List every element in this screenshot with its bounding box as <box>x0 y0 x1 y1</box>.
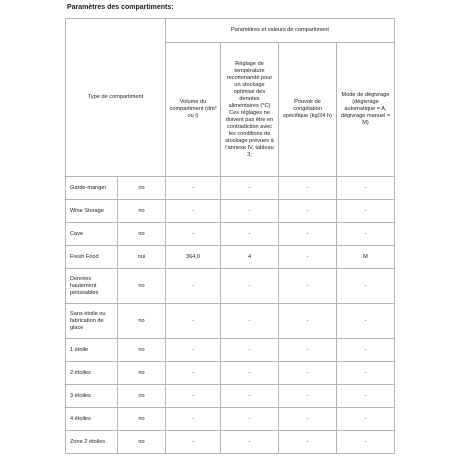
compartment-volume: - <box>166 304 221 339</box>
compartment-defrost: - <box>337 304 395 339</box>
compartment-volume: - <box>166 339 221 362</box>
compartment-freezing: - <box>279 177 337 200</box>
table-row <box>66 269 395 304</box>
compartment-present: no <box>118 339 166 362</box>
compartment-defrost: - <box>337 223 395 246</box>
compartment-volume: - <box>166 362 221 385</box>
compartment-volume: - <box>166 200 221 223</box>
compartment-present: no <box>118 304 166 339</box>
compartment-name: Sans étoile ou fabrication de glace <box>66 304 118 339</box>
compartment-freezing: - <box>279 431 337 454</box>
compartment-temperature: - <box>221 408 279 431</box>
compartment-freezing: - <box>279 223 337 246</box>
compartment-present: no <box>118 385 166 408</box>
compartment-temperature: - <box>221 269 279 304</box>
table-row <box>66 246 395 269</box>
compartment-present: no <box>118 408 166 431</box>
compartment-defrost: - <box>337 339 395 362</box>
compartment-volume: - <box>166 408 221 431</box>
compartment-name: Garde-manger <box>66 177 118 200</box>
compartment-freezing: - <box>279 246 337 269</box>
compartment-freezing: - <box>279 200 337 223</box>
table-row <box>66 385 395 408</box>
compartment-present: no <box>118 362 166 385</box>
compartment-defrost: - <box>337 431 395 454</box>
compartment-freezing: - <box>279 304 337 339</box>
compartment-defrost: - <box>337 200 395 223</box>
compartment-defrost: - <box>337 408 395 431</box>
compartment-temperature: - <box>221 339 279 362</box>
compartment-temperature: - <box>221 431 279 454</box>
compartment-volume: 364,0 <box>166 246 221 269</box>
compartment-present: oui <box>118 246 166 269</box>
compartment-temperature: - <box>221 362 279 385</box>
compartment-name: 3 étoiles <box>66 385 118 408</box>
table-row <box>66 431 395 454</box>
table-row <box>66 362 395 385</box>
compartment-temperature: - <box>221 200 279 223</box>
compartment-present: no <box>118 431 166 454</box>
compartment-name: Zone 2 étoiles <box>66 431 118 454</box>
compartment-temperature: - <box>221 304 279 339</box>
compartment-name: Fresh Food <box>66 246 118 269</box>
compartment-present: no <box>118 177 166 200</box>
compartment-temperature: 4 <box>221 246 279 269</box>
page-title: Paramètres des compartiments: <box>67 4 174 11</box>
table-row <box>66 200 395 223</box>
compartment-name: 2 étoiles <box>66 362 118 385</box>
compartment-temperature: - <box>221 223 279 246</box>
table-row <box>66 304 395 339</box>
compartment-defrost: - <box>337 177 395 200</box>
table-row <box>66 408 395 431</box>
compartment-freezing: - <box>279 408 337 431</box>
header-defrost: Mode de dégivrage (dégivrage automatique = A, dégivrage manuel = M) <box>337 43 395 177</box>
compartment-defrost: M <box>337 246 395 269</box>
header-volume: Volume du compartiment (dm³ ou l) <box>166 43 221 177</box>
table-row <box>66 339 395 362</box>
header-type: Type de compartiment <box>66 19 166 177</box>
compartment-name: Wine Storage <box>66 200 118 223</box>
compartment-freezing: - <box>279 339 337 362</box>
compartment-name: 1 étoile <box>66 339 118 362</box>
table-row <box>66 223 395 246</box>
compartment-freezing: - <box>279 385 337 408</box>
header-temperature: Réglage de température recommandé pour un stockage optimisé des denrées alimentaires (°C) Ces réglages ne doivent pas être en contradiction avec les conditions de stockage prévues à l'annexe IV, tableau 3; <box>221 43 279 177</box>
compartment-defrost: - <box>337 362 395 385</box>
compartment-freezing: - <box>279 269 337 304</box>
compartment-temperature: - <box>221 385 279 408</box>
compartment-name: Cave <box>66 223 118 246</box>
compartment-freezing: - <box>279 362 337 385</box>
compartment-volume: - <box>166 431 221 454</box>
compartment-volume: - <box>166 223 221 246</box>
table-row <box>66 177 395 200</box>
header-freezing: Pouvoir de congélation spécifique (kg/24 h) <box>279 43 337 177</box>
compartment-volume: - <box>166 385 221 408</box>
compartment-present: no <box>118 269 166 304</box>
compartment-present: no <box>118 223 166 246</box>
compartment-defrost: - <box>337 385 395 408</box>
compartment-volume: - <box>166 269 221 304</box>
compartment-present: no <box>118 200 166 223</box>
compartment-name: Denrées hautement périssables <box>66 269 118 304</box>
compartment-name: 4 étoiles <box>66 408 118 431</box>
header-group: Paramètres et valeurs de compartiment <box>166 19 395 43</box>
compartment-temperature: - <box>221 177 279 200</box>
compartment-volume: - <box>166 177 221 200</box>
compartment-table <box>65 18 395 454</box>
compartment-defrost: - <box>337 269 395 304</box>
